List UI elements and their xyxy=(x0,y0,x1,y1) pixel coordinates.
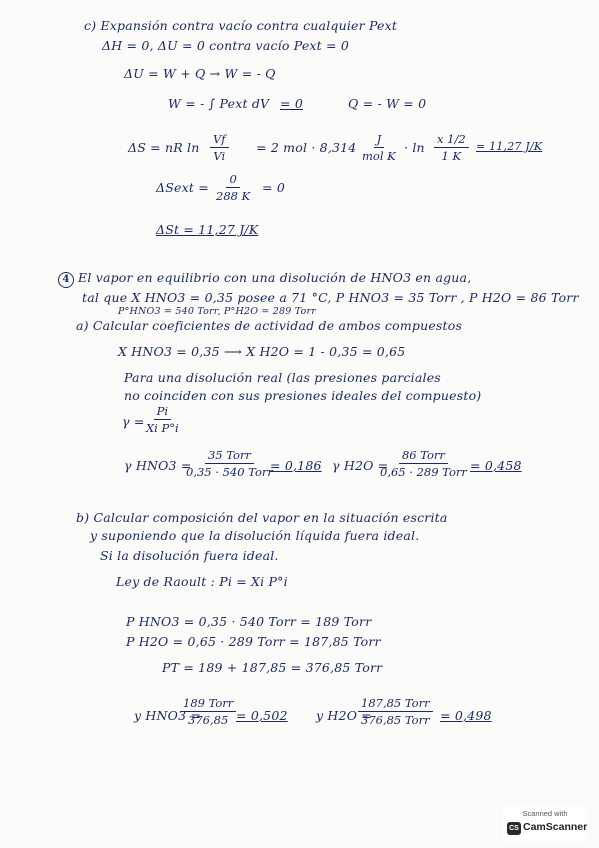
raoult-law: Ley de Raoult : Pi = Xi P°i xyxy=(116,574,288,589)
gamma-h2o-label: γ H2O = xyxy=(332,458,389,473)
heat-zero: 0 xyxy=(226,172,239,188)
work-integral: W = - ∫ Pext dV xyxy=(168,96,270,111)
unit-num: J xyxy=(374,132,385,148)
entropy-formula: ΔS = nR ln xyxy=(128,140,200,155)
entropy-surroundings-result: = 0 xyxy=(262,180,285,195)
heat-result: Q = - W = 0 xyxy=(348,96,427,111)
total-pressure: PT = 189 + 187,85 = 376,85 Torr xyxy=(162,660,383,675)
part-b-heading: b) Calcular composición del vapor en la situación escrita xyxy=(76,510,448,525)
y-h2o-result: = 0,498 xyxy=(440,708,492,723)
entropy-system-result: = 11,27 J/K xyxy=(476,140,543,153)
entropy-surroundings: ΔSext = xyxy=(156,180,209,195)
ideal-pressure: Xi P°i xyxy=(146,421,179,435)
part-c-heading: c) Expansión contra vacío contra cualquier Pext xyxy=(84,18,398,33)
temperature: 288 K xyxy=(216,189,251,203)
gamma-hno3-label: γ HNO3 = xyxy=(124,458,192,473)
y-hno3-fraction xyxy=(180,696,236,727)
volume-ratio xyxy=(210,132,229,163)
gamma-h2o-fraction xyxy=(380,448,467,479)
partial-pressure: Pi xyxy=(154,404,171,420)
partial-pressure-hno3: P HNO3 = 0,35 · 540 Torr = 189 Torr xyxy=(126,614,372,629)
scanned-with-text: Scanned with xyxy=(522,809,568,818)
problem-4-line-3: P°HNO3 = 540 Torr, P°H2O = 289 Torr xyxy=(118,306,316,317)
problem-4-statement: El vapor en equilibrio con una disolución de HNO3 en agua, xyxy=(78,270,472,285)
problem-number-badge: 4 xyxy=(58,272,74,288)
work-result: = 0 xyxy=(280,96,303,111)
y-h2o-den: 376,85 Torr xyxy=(361,713,430,727)
gamma-hno3-den: 0,35 · 540 Torr xyxy=(186,465,273,479)
entropy-substitution: = 2 mol · 8,314 xyxy=(256,140,357,155)
activity-coefficient-symbol: γ = xyxy=(122,414,145,429)
part-c-line-2: ΔU = W + Q → W = - Q xyxy=(124,66,276,81)
part-a-heading: a) Calcular coeficientes de actividad de ambos compuestos xyxy=(76,318,463,333)
problem-4-line-2: tal que X HNO3 = 0,35 posee a 71 °C, P HNO3 = 35 Torr , P H2O = 86 Torr xyxy=(82,290,579,305)
camscanner-brand: CamScanner xyxy=(523,821,588,833)
y-hno3-result: = 0,502 xyxy=(236,708,288,723)
y-hno3-label: y HNO3 = xyxy=(134,708,202,723)
gamma-h2o-num: 86 Torr xyxy=(399,448,448,464)
y-h2o-fraction xyxy=(358,696,433,727)
part-b-line-2: Si la disolución fuera ideal. xyxy=(100,548,279,563)
gamma-h2o-result: = 0,458 xyxy=(470,458,522,473)
gas-constant-unit xyxy=(362,132,396,163)
entropy-total-text: ΔSt = 11,27 J/K xyxy=(156,222,259,237)
y-h2o-num: 187,85 Torr xyxy=(358,696,433,712)
ln-argument xyxy=(434,132,469,163)
part-b-line-1: y suponiendo que la disolución líquida fuera ideal. xyxy=(90,528,420,543)
real-solution-note-1: Para una disolución real (las presiones parciales xyxy=(124,370,441,385)
mole-fractions: X HNO3 = 0,35 ⟶ X H2O = 1 - 0,35 = 0,65 xyxy=(118,344,406,359)
entropy-ln: · ln xyxy=(404,140,425,155)
camscanner-logo-icon: CS xyxy=(507,822,521,835)
ln-den: 1 K xyxy=(441,149,462,163)
entropy-surroundings-fraction xyxy=(216,172,250,203)
y-hno3-den: 376,85 xyxy=(188,713,229,727)
unit-den: mol K xyxy=(362,149,396,163)
y-h2o-label: y H2O = xyxy=(316,708,372,723)
real-solution-note-2: no coinciden con sus presiones ideales del compuesto) xyxy=(124,388,482,403)
part-c-line-1: ΔH = 0, ΔU = 0 contra vacío Pext = 0 xyxy=(102,38,350,53)
volume-final: Vf xyxy=(210,132,229,148)
camscanner-badge xyxy=(503,806,587,842)
y-hno3-num: 189 Torr xyxy=(180,696,236,712)
volume-initial: Vi xyxy=(213,149,226,163)
gamma-hno3-result: = 0,186 xyxy=(270,458,322,473)
gamma-h2o-den: 0,65 · 289 Torr xyxy=(380,465,467,479)
gamma-hno3-num: 35 Torr xyxy=(205,448,254,464)
entropy-total xyxy=(156,222,258,237)
problem-4-line-1 xyxy=(58,270,471,288)
partial-pressure-h2o: P H2O = 0,65 · 289 Torr = 187,85 Torr xyxy=(126,634,381,649)
gamma-hno3-fraction xyxy=(186,448,273,479)
activity-coefficient-formula xyxy=(146,404,179,435)
ln-num: x 1/2 xyxy=(434,132,469,148)
